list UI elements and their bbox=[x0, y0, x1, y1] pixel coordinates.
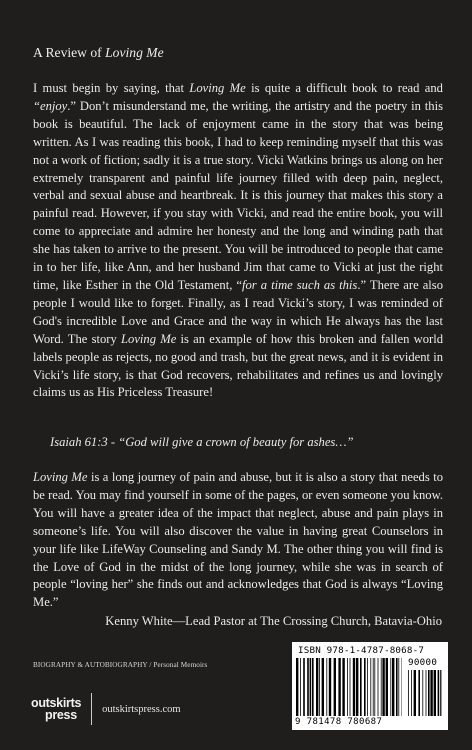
paragraph1-run: “enjoy bbox=[33, 98, 68, 113]
publisher-logo bbox=[31, 697, 81, 721]
barcode-bar bbox=[364, 658, 366, 716]
barcode-bar bbox=[426, 670, 427, 716]
barcode-bar bbox=[367, 658, 368, 716]
barcode-bar bbox=[319, 658, 320, 716]
barcode-bars-addon bbox=[408, 670, 442, 716]
barcode-bar bbox=[373, 658, 374, 716]
barcode-bars-main bbox=[296, 658, 402, 716]
barcode-bar bbox=[303, 658, 305, 716]
publisher-url: outskirtspress.com bbox=[102, 703, 181, 715]
barcode-bar bbox=[378, 658, 379, 716]
paragraph1-run: is quite a difficult book to read and bbox=[245, 81, 443, 95]
barcode-bar bbox=[360, 658, 362, 716]
paragraph2-run: is a long journey of pain and abuse, but it is also a story that needs to be read. You may find yourself in some of the pages, or even someone you know. You will have a greater idea of the impact that neglect, abuse and pain plays in someone’s life. You will also discover the value in having great Counselors in your life like LifeWay Counseling and Sandy M. The other thing you will find is the Love of God in the midst of the long journey, while she was in search of people “loving her” she finds out and acknowledges that God is always “Loving Me.” bbox=[33, 470, 443, 610]
barcode-bar bbox=[310, 658, 312, 716]
paragraph1-run: for a time such as this bbox=[242, 277, 358, 292]
barcode-bar bbox=[316, 658, 318, 716]
publisher-divider bbox=[91, 693, 92, 725]
scripture-quote: Isaiah 61:3 - “God will give a crown of beauty for ashes…” bbox=[50, 435, 354, 449]
barcode-bar bbox=[414, 670, 416, 716]
barcode-bar bbox=[392, 658, 394, 716]
review-paragraph-1 bbox=[33, 80, 443, 402]
barcode-bar bbox=[411, 670, 412, 716]
isbn-barcode bbox=[292, 642, 448, 730]
barcode-bar bbox=[374, 658, 375, 716]
barcode-bar bbox=[370, 658, 371, 716]
book-category: BIOGRAPHY & AUTOBIOGRAPHY / Personal Memoirs bbox=[33, 661, 208, 669]
paragraph1-run: Loving Me bbox=[189, 81, 246, 95]
barcode-bar bbox=[438, 670, 440, 716]
review-title-book: Loving Me bbox=[105, 45, 164, 60]
barcode-bar bbox=[396, 658, 398, 716]
barcode-bar bbox=[353, 658, 355, 716]
paragraph1-run: .” There are also people I would like to forget. Finally, as I read Vicki’s story, I was reminded of God's incredible Love and Grace and the way in which He always has the last Word. The story bbox=[33, 277, 443, 346]
barcode-bar bbox=[381, 658, 382, 716]
barcode-bar bbox=[408, 670, 409, 716]
barcode-bar bbox=[322, 658, 324, 716]
barcode-bar bbox=[312, 658, 314, 716]
paragraph1-run: I must begin by saying, that bbox=[33, 81, 190, 95]
barcode-bar bbox=[398, 658, 399, 716]
barcode-bar bbox=[422, 670, 423, 716]
barcode-bar bbox=[430, 670, 432, 716]
barcode-bar bbox=[338, 658, 340, 716]
paragraph1-run: Loving Me bbox=[121, 331, 177, 346]
barcode-bar bbox=[326, 658, 327, 716]
barcode-bar bbox=[300, 658, 301, 716]
barcode-bar bbox=[440, 670, 441, 716]
barcode-bar bbox=[418, 670, 420, 716]
barcode-bar bbox=[428, 670, 430, 716]
barcode-digits: 9 781478 780687 bbox=[295, 717, 383, 727]
barcode-bar bbox=[307, 658, 309, 716]
publisher-logo-bottom: press bbox=[45, 707, 77, 722]
barcode-bar bbox=[334, 658, 336, 716]
price-code: 90000 bbox=[408, 657, 438, 668]
publisher-block bbox=[31, 690, 181, 728]
barcode-bar bbox=[350, 658, 351, 716]
review-signature: Kenny White—Lead Pastor at The Crossing Church, Batavia-Ohio bbox=[105, 614, 442, 628]
paragraph1-run: .” Don’t misunderstand me, the writing, the artistry and the poetry in this book is beautiful. The lack of enjoyment came in the story that was being written. As I was reading this book, I had to keep reminding myself that this was not a work of fiction; sadly it is a true story. Vicki Watkins brings us along on her extremely transparent and painful life journey filled with deep pain, neglect, verbal and sexual abuse and heartbreak. It is this journey that makes this story a painful read. However, if you stay with Vicki, and read the entire book, you will come to appreciate and admire her honesty and the long and winding path that she has taken to arrive to the present. You will be introduced to people that came in to her life, like Ann, and her husband Jim that came to Vicki at just the right time, like Esther in the Old Testament, “ bbox=[33, 98, 443, 292]
review-title bbox=[33, 44, 164, 62]
paragraph1-run: is an example of how this broken and fallen world labels people as rejects, no good and trash, but the great news, and it is evident in Vicki’s life story, is that God recovers, rehabilitates and refines us and lovingly claims us as His Priceless Treasure! bbox=[33, 331, 443, 400]
publisher-logo-top: outskirts bbox=[31, 696, 82, 710]
barcode-bar bbox=[356, 658, 358, 716]
review-title-prefix: A Review of bbox=[33, 45, 106, 60]
review-paragraph-2 bbox=[33, 469, 443, 612]
paragraph2-run: Loving Me bbox=[33, 470, 88, 484]
barcode-bar bbox=[296, 658, 298, 716]
barcode-bar bbox=[347, 658, 348, 716]
barcode-bar bbox=[342, 658, 344, 716]
barcode-bar bbox=[434, 670, 436, 716]
barcode-bar bbox=[386, 658, 388, 716]
barcode-bar bbox=[382, 658, 384, 716]
barcode-bar bbox=[390, 658, 391, 716]
barcode-bar bbox=[329, 658, 331, 716]
isbn-text: ISBN 978-1-4787-8068-7 bbox=[298, 645, 425, 656]
